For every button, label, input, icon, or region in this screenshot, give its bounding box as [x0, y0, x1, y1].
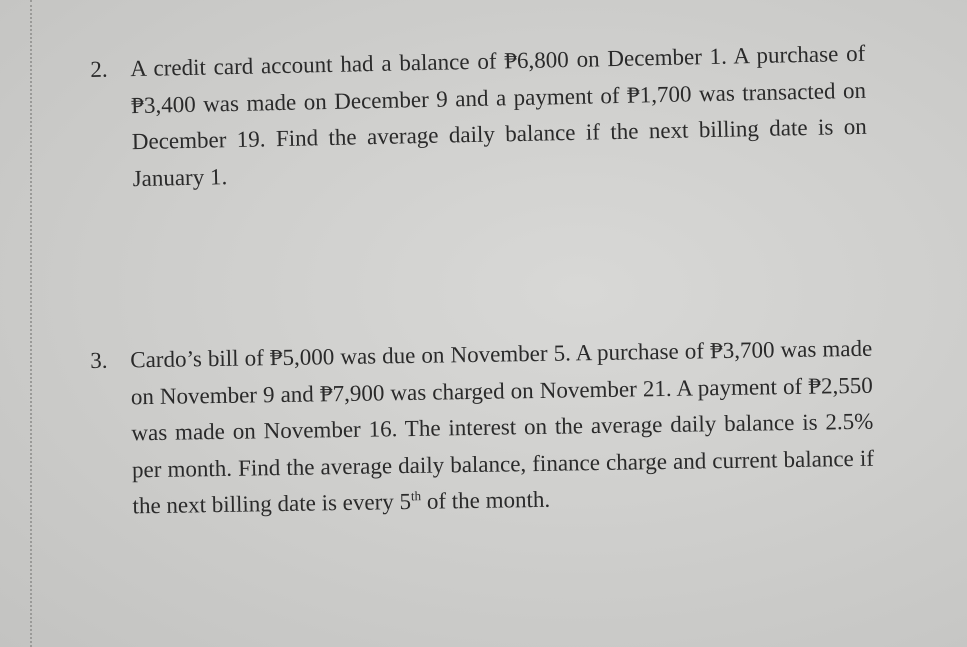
problem-3 — [90, 330, 893, 525]
problem-number: 2. — [90, 56, 108, 82]
problem-text-end: of the month. — [420, 486, 551, 514]
margin-rule — [30, 0, 32, 647]
problem-number: 3. — [90, 347, 108, 373]
problem-text: A credit card account had a balance of ₱6,800 on December 1. A purchase of ₱3,400 was made on December 9 and a payment of ₱1,700 was transacted on December 19. Find the average daily balance if the next billing date is on January 1. — [130, 40, 867, 191]
ordinal-superscript: th — [410, 488, 422, 504]
problem-text-main: Cardo’s bill of ₱5,000 was due on November 5. A purchase of ₱3,700 was made on November 9 and ₱7,900 was charged on November 21. A payment of ₱2,550 was made on November 16. The interest on the average daily balance is 2.5% per month. Find the average daily balance, finance charge and current balance if the next billing date is every 5 — [130, 335, 875, 519]
problem-2 — [90, 35, 893, 198]
problem-text — [130, 331, 875, 525]
